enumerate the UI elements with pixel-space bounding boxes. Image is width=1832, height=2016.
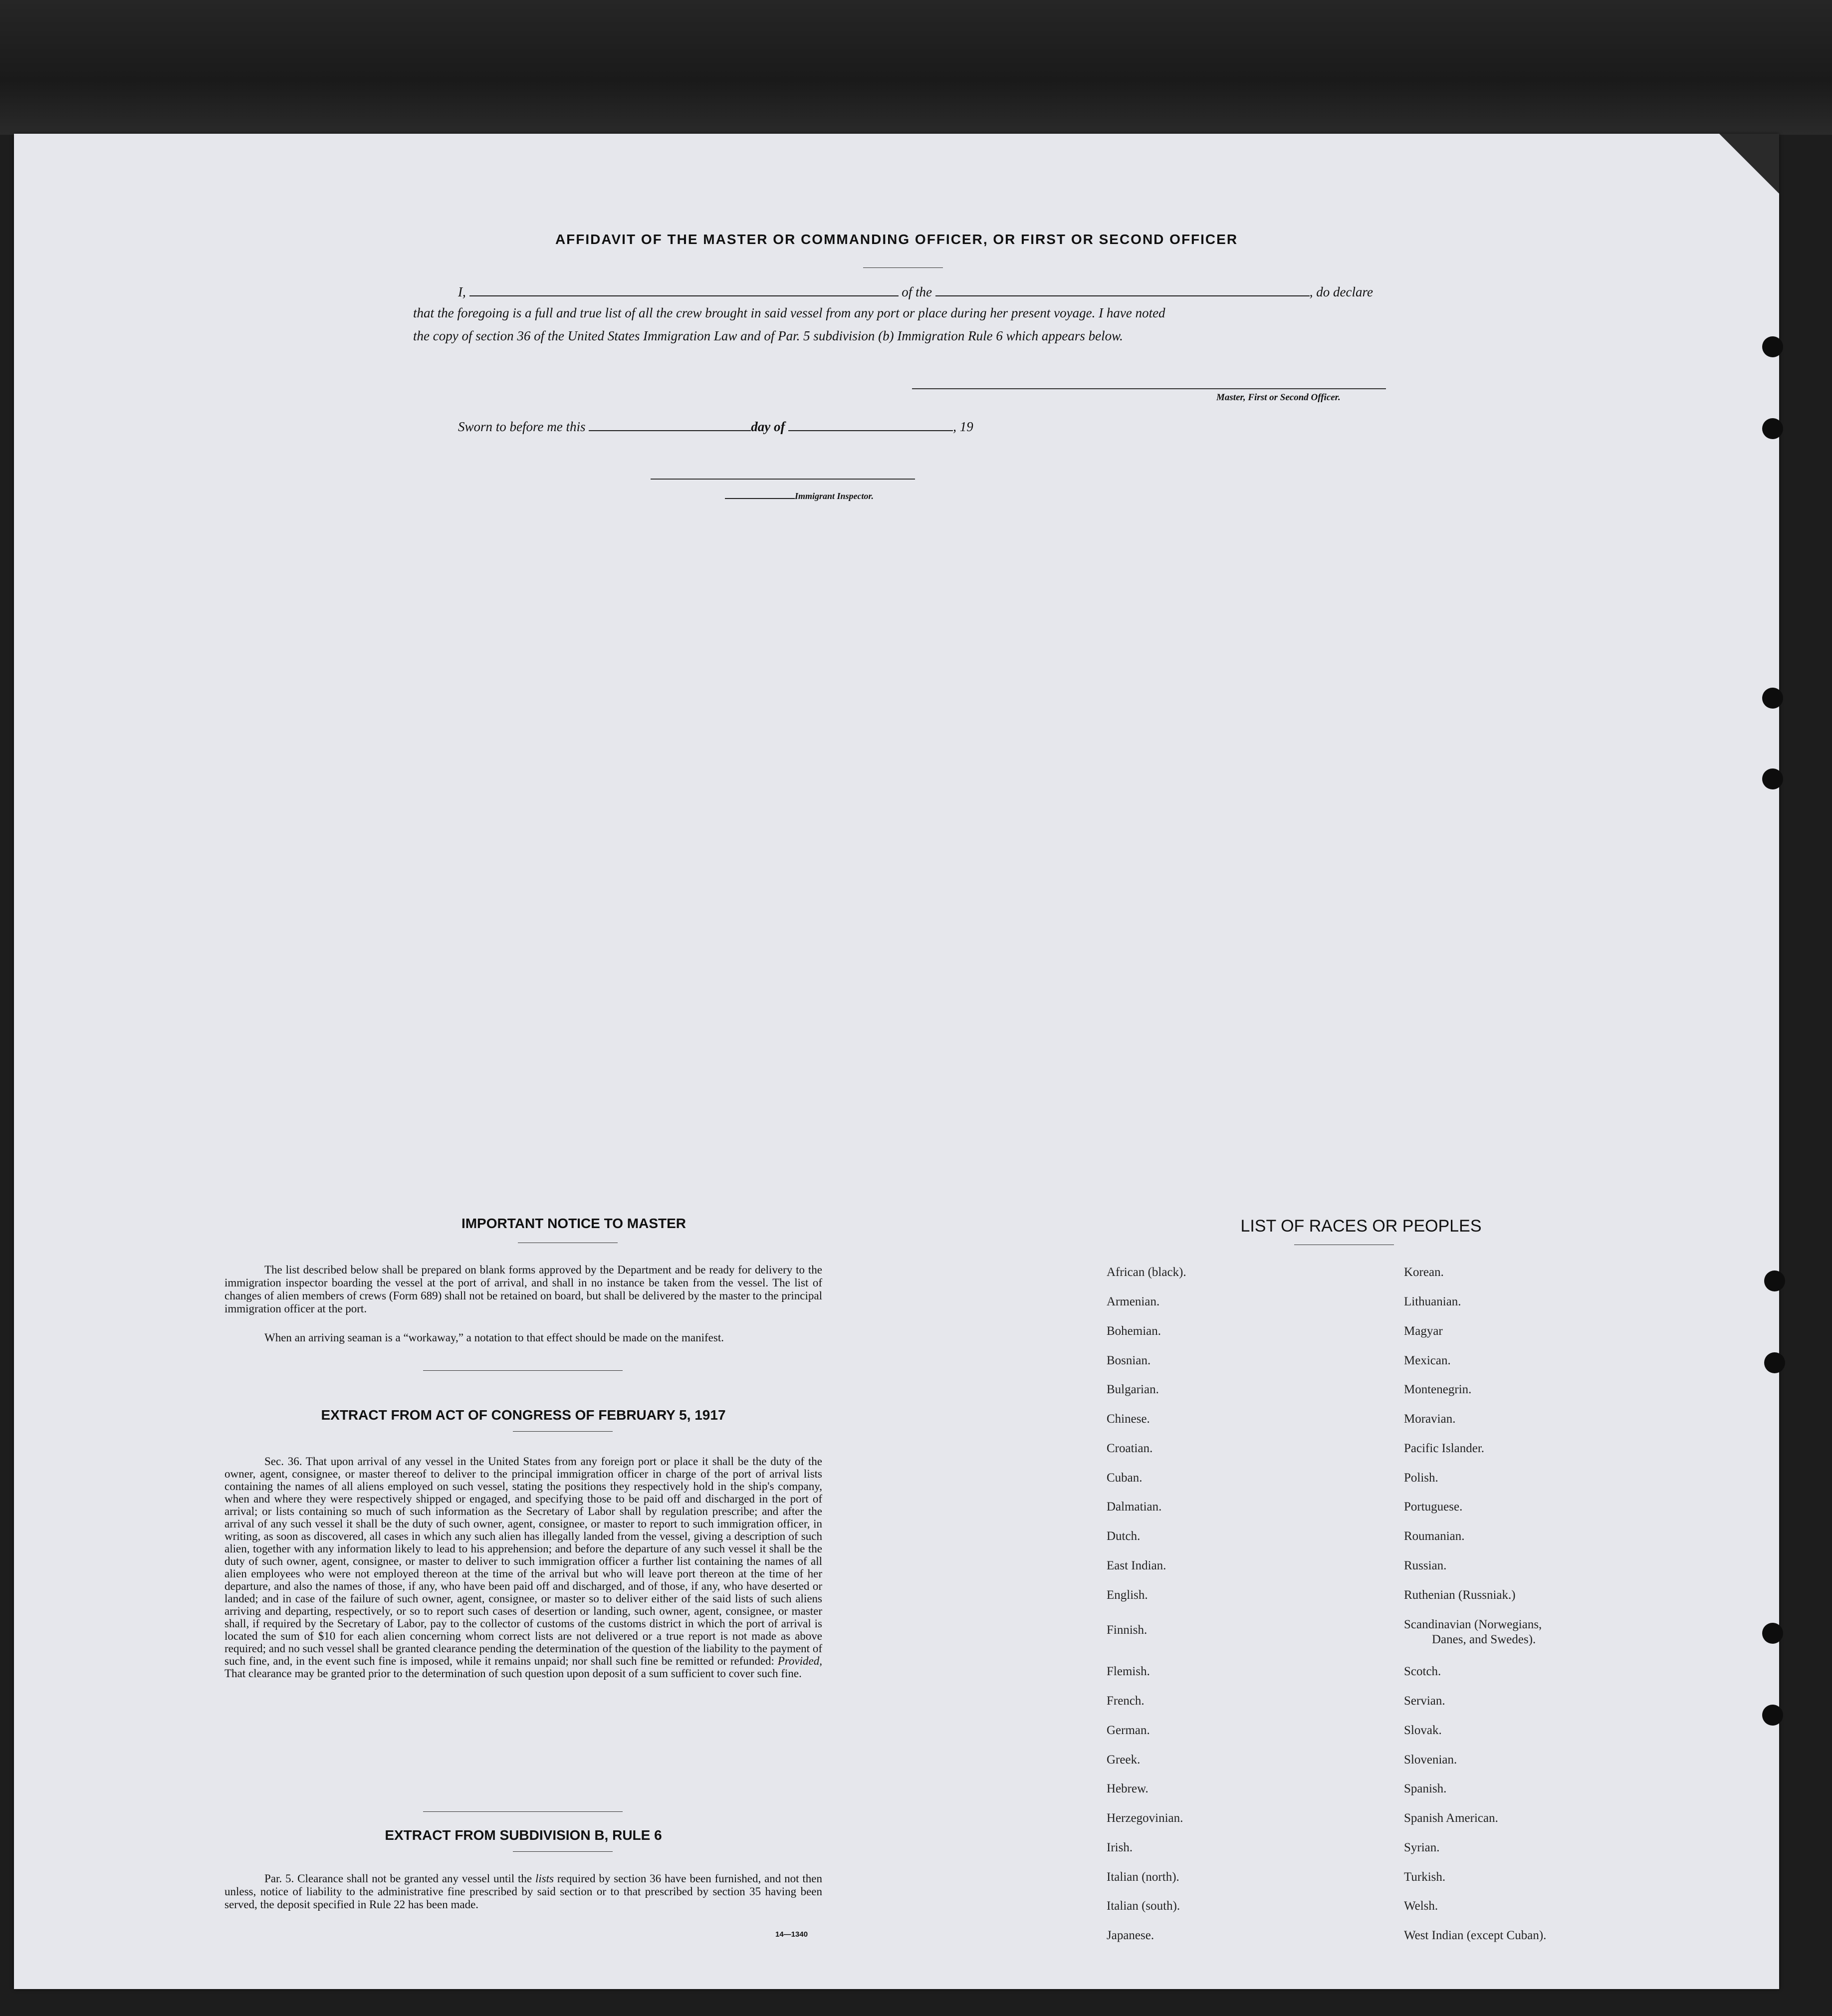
punch-hole <box>1762 418 1783 439</box>
sworn-month-blank <box>788 430 953 431</box>
divider <box>513 1851 613 1852</box>
race-item: Scandinavian (Norwegians, <box>1404 1618 1542 1631</box>
race-item: Scotch. <box>1404 1665 1441 1678</box>
race-item: Pacific Islander. <box>1404 1442 1485 1455</box>
affidavit-of-the: of the <box>902 284 932 299</box>
vessel-blank <box>935 295 1310 296</box>
sworn-line <box>458 419 1057 435</box>
inspector-blank <box>725 498 795 499</box>
race-item: Montenegrin. <box>1404 1383 1472 1396</box>
affidavit-line-3: the copy of section 36 of the United States Immigration Law and of Par. 5 subdivision (b) Immigration Rule 6 which appears below. <box>413 328 1123 343</box>
race-item: Moravian. <box>1404 1412 1456 1426</box>
race-item: Ruthenian (Russniak.) <box>1404 1588 1516 1602</box>
race-item: Finnish. <box>1107 1623 1147 1637</box>
punch-hole <box>1762 336 1783 357</box>
par-5-text <box>225 1872 822 1911</box>
affidavit-do-declare: , do declare <box>1309 284 1373 299</box>
punch-hole <box>1762 768 1783 789</box>
divider <box>423 1811 623 1812</box>
signature-label: Master, First or Second Officer. <box>1216 392 1341 403</box>
notice-paragraph-1: The list described below shall be prepared on blank forms approved by the Department and be ready for delivery to the immigration inspector boarding the vessel at the port of arrival, and shall in no instance be taken from the vessel. The list of changes of alien members of crews (Form 689) shall not be retained on board, but shall be delivered by the master to the principal immigration officer at the port. <box>225 1263 822 1315</box>
race-item: African (black). <box>1107 1265 1186 1279</box>
divider <box>423 1370 623 1371</box>
race-item: Irish. <box>1107 1841 1133 1854</box>
race-item: Polish. <box>1404 1471 1438 1485</box>
punch-hole <box>1762 1705 1783 1726</box>
act-heading: EXTRACT FROM ACT OF CONGRESS OF FEBRUARY 5, 1917 <box>321 1407 726 1423</box>
race-item: French. <box>1107 1694 1145 1708</box>
sworn-day-of: day of <box>751 419 785 434</box>
race-item: Magyar <box>1404 1324 1443 1338</box>
race-item: Chinese. <box>1107 1412 1150 1426</box>
section-36-text <box>225 1455 822 1680</box>
race-item: Mexican. <box>1404 1354 1451 1367</box>
race-item: Flemish. <box>1107 1665 1150 1678</box>
race-item: Korean. <box>1404 1265 1444 1279</box>
race-item: Slovak. <box>1404 1724 1442 1737</box>
rule-heading: EXTRACT FROM SUBDIVISION B, RULE 6 <box>385 1827 662 1843</box>
form-number: 14—1340 <box>775 1930 808 1939</box>
inspector-line <box>725 491 874 502</box>
race-item: Roumanian. <box>1404 1529 1465 1543</box>
race-item: Croatian. <box>1107 1442 1153 1455</box>
par-5-body: Par. 5. Clearance shall not be granted any vessel until the <box>264 1872 532 1885</box>
divider <box>513 1431 613 1432</box>
race-item: East Indian. <box>1107 1559 1166 1572</box>
affidavit-i: I, <box>458 284 466 299</box>
race-item: Slovenian. <box>1404 1753 1457 1766</box>
section-36-proviso: Provided, <box>777 1655 822 1667</box>
race-item-continuation: Danes, and Swedes). <box>1432 1633 1536 1646</box>
race-item: Herzegovinian. <box>1107 1811 1183 1825</box>
race-item: Dalmatian. <box>1107 1500 1162 1513</box>
race-item: Bulgarian. <box>1107 1383 1159 1396</box>
par-5-lists: lists <box>535 1872 554 1885</box>
document-page <box>14 134 1779 1989</box>
race-item: Japanese. <box>1107 1929 1154 1942</box>
section-36-body: Sec. 36. That upon arrival of any vessel in the United States from any foreign port or place it shall be the duty of the owner, agent, consignee, or master thereof to deliver to the principal immigration officer in charge of the port of arrival lists containing the names of all aliens employed on such vessel, stating the positions they respectively hold in the ship's company, when and where they were respectively shipped or engaged, and specifying those to be paid off and discharged in the port of arrival; or lists containing so much of such information as the Secretary of Labor shall by regulation prescribe; and after the arrival of any such vessel it shall be the duty of such owner, agent, consignee, or master to report to such immigration officer, in writing, as soon as discovered, all cases in which any such alien has illegally landed from the vessel, giving a description of such alien, together with any information likely to lead to his apprehension; and before the departure of any such vessel it shall be the duty of such owner, agent, consignee, or master to deliver to such immigration officer a further list containing the names of all alien employees who were not employed thereon at the time of the arrival but who will leave port thereon at the time of her departure, and also the names of those, if any, who have been paid off and discharged, and of those, if any, who have deserted or landed; and in case of the failure of such owner, agent, consignee, or master so to deliver either of the said lists of such aliens arriving and departing, respectively, or so to report such cases of desertion or landing, such owner, agent, consignee, or master shall, if required by the Secretary of Labor, pay to the collector of customs of the customs district in which the port of arrival is located the sum of $10 for each alien concerning whom correct lists are not delivered or a true report is not made as above required; and no such vessel shall be granted clearance pending the determination of the question of the liability to the payment of such fine, and, in the event such fine is imposed, while it remains unpaid; nor shall such fine be remitted or refunded: <box>225 1455 822 1667</box>
race-item: Welsh. <box>1404 1899 1438 1913</box>
race-item: Syrian. <box>1404 1841 1440 1854</box>
sworn-day-blank <box>589 430 751 431</box>
race-item: Dutch. <box>1107 1529 1141 1543</box>
race-item: Servian. <box>1404 1694 1445 1708</box>
race-item: Cuban. <box>1107 1471 1143 1485</box>
punch-hole <box>1764 1352 1785 1373</box>
punch-hole <box>1762 688 1783 709</box>
section-36-end: That clearance may be granted prior to the determination of such question upon deposit of a sum sufficient to cover such fine. <box>225 1667 802 1680</box>
race-item: Italian (south). <box>1107 1899 1180 1913</box>
race-item: Spanish. <box>1404 1782 1447 1795</box>
par-5-end: required by section 36 have been furnished, and not then unless, notice of liability to the administrative fine prescribed by said section or to that prescribed by section 35 having been served, the deposit specified in Rule 22 has been made. <box>225 1872 822 1911</box>
scanner-background <box>0 0 1832 135</box>
name-blank <box>469 295 899 296</box>
race-item: Italian (north). <box>1107 1870 1179 1884</box>
sworn-text: Sworn to before me this <box>458 419 586 434</box>
race-item: Greek. <box>1107 1753 1141 1766</box>
signature-line <box>912 388 1386 389</box>
race-item: English. <box>1107 1588 1148 1602</box>
race-item: West Indian (except Cuban). <box>1404 1929 1547 1942</box>
race-item: Russian. <box>1404 1559 1447 1572</box>
punch-hole <box>1762 1623 1783 1644</box>
race-item: Lithuanian. <box>1404 1295 1461 1308</box>
race-item: Armenian. <box>1107 1295 1160 1308</box>
races-title: LIST OF RACES OR PEOPLES <box>1240 1217 1482 1236</box>
race-item: Turkish. <box>1404 1870 1446 1884</box>
race-item: Bosnian. <box>1107 1354 1151 1367</box>
race-item: Bohemian. <box>1107 1324 1161 1338</box>
divider <box>863 267 943 268</box>
sworn-year: , 19 <box>953 419 973 434</box>
punch-hole <box>1764 1270 1785 1291</box>
affidavit-line-1 <box>458 284 1421 300</box>
affidavit-line-2: that the foregoing is a full and true list of all the crew brought in said vessel from any port or place during her present voyage. I have noted <box>413 305 1165 320</box>
notice-heading: IMPORTANT NOTICE TO MASTER <box>461 1216 687 1231</box>
race-item: Spanish American. <box>1404 1811 1498 1825</box>
race-item: Hebrew. <box>1107 1782 1148 1795</box>
notice-paragraph-2: When an arriving seaman is a “workaway,” a notation to that effect should be made on the manifest. <box>264 1331 724 1344</box>
race-item: German. <box>1107 1724 1150 1737</box>
folded-corner <box>1719 134 1779 194</box>
inspector-label: Immigrant Inspector. <box>795 491 874 501</box>
inspector-signature-line <box>651 479 915 480</box>
race-item: Portuguese. <box>1404 1500 1463 1513</box>
affidavit-title: AFFIDAVIT OF THE MASTER OR COMMANDING OFFICER, OR FIRST OR SECOND OFFICER <box>555 232 1238 247</box>
